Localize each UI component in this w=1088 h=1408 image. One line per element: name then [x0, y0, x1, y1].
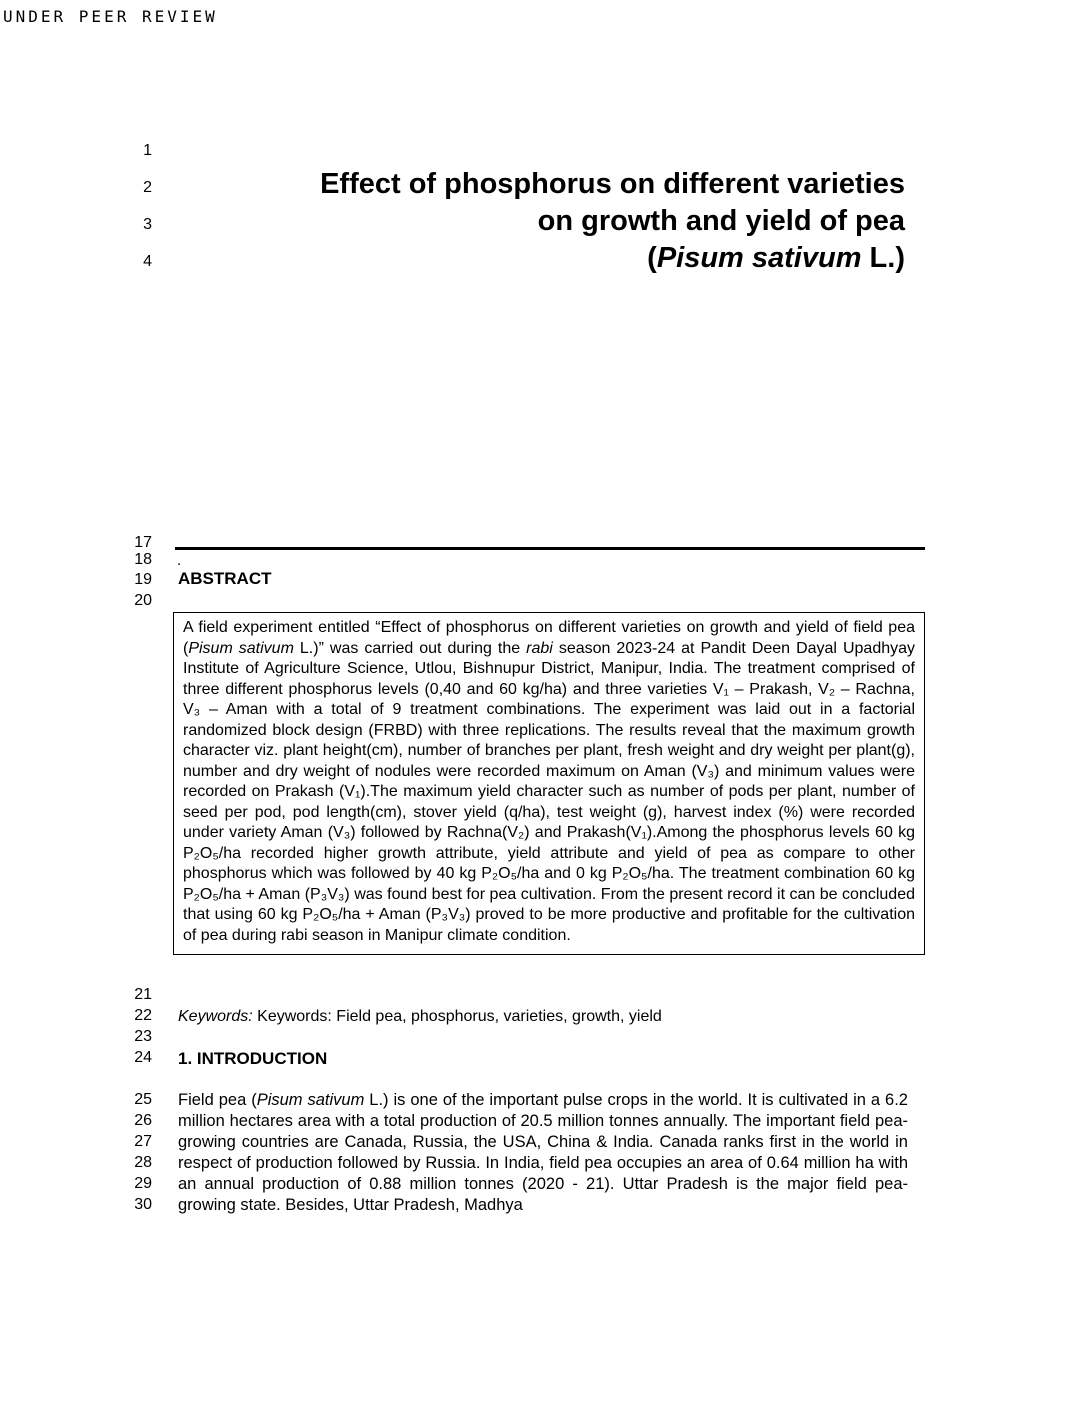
paper-title-line-2: on growth and yield of pea	[537, 205, 905, 237]
introduction-paragraph	[178, 1090, 908, 1216]
section-divider-rule	[175, 547, 925, 550]
line-number: 24	[134, 1049, 152, 1066]
stray-period: .	[177, 552, 182, 569]
line-number: 18	[134, 551, 152, 568]
italic-text-segment: Pisum sativum	[256, 1091, 365, 1109]
italic-text-segment: Keywords:	[178, 1008, 253, 1025]
line-number: 29	[134, 1175, 152, 1192]
introduction-heading: 1. INTRODUCTION	[178, 1049, 328, 1068]
italic-text-segment: Pisum sativum	[188, 639, 294, 657]
line-number: 4	[143, 253, 152, 270]
text-segment: L.)	[861, 242, 905, 274]
paper-title	[178, 166, 905, 277]
italic-text-segment: Pisum sativum	[656, 242, 862, 274]
text-segment: A field experiment entitled “Effect of phosphorus on different varieties on growth and yield of field pea (	[183, 619, 915, 657]
line-number: 26	[134, 1112, 152, 1129]
line-number: 17	[134, 534, 152, 551]
abstract-heading: ABSTRACT	[178, 569, 272, 588]
paper-title-line-3	[178, 240, 905, 277]
text-segment: Field pea (	[178, 1091, 257, 1109]
line-number: 2	[143, 179, 152, 196]
abstract-box	[173, 612, 925, 955]
line-number: 19	[134, 571, 152, 588]
line-number: 23	[134, 1028, 152, 1045]
abstract-text	[183, 618, 915, 946]
paper-title-line-1: Effect of phosphorus on different varieties	[320, 168, 905, 200]
keywords-line	[178, 1008, 908, 1026]
line-number: 1	[143, 142, 152, 159]
line-number: 27	[134, 1133, 152, 1150]
line-number: 20	[134, 592, 152, 609]
line-number: 3	[143, 216, 152, 233]
line-number: 28	[134, 1154, 152, 1171]
line-number: 21	[134, 986, 152, 1003]
italic-text-segment: rabi	[526, 639, 553, 657]
text-segment: Keywords: Field pea, phosphorus, varieties, growth, yield	[252, 1008, 662, 1025]
line-number: 22	[134, 1007, 152, 1024]
text-segment: (	[647, 242, 657, 274]
text-segment: season 2023-24 at Pandit Deen Dayal Upadhyay Institute of Agriculture Science, Utlou, Bishnupur District, Manipur, India. The treatment comprised of three different phosphorus levels (0,40 and 60 kg/ha) and three varieties V₁ – Prakash, V₂ – Rachna, V₃ – Aman with a total of 9 treatment combinations. The experiment was laid out in a factorial randomized block design (FRBD) with three replications. The results reveal that the maximum growth character viz. plant height(cm), number of branches per plant, fresh weight and dry weight per plant(g), number and dry weight of nodules were recorded maximum on Aman (V₃) and minimum values were recorded on Prakash (V₁).The maximum yield character such as number of pods per plant, number of seed per pod, pod length(cm), stover yield (q/ha), test weight (g), harvest index (%) were recorded under variety Aman (V₃) followed by Rachna(V₂) and Prakash(V₁).Among the phosphorus levels 60 kg P₂O₅/ha recorded higher growth attribute, yield attribute and yield of pea as compare to other phosphorus which was followed by 40 kg P₂O₅/ha and 0 kg P₂O₅/ha. The treatment combination 60 kg P₂O₅/ha + Aman (P₃V₃) was found best for pea cultivation. From the present record it can be concluded that using 60 kg P₂O₅/ha + Aman (P₃V₃) proved to be more productive and profitable for the cultivation of pea during rabi season in Manipur climate condition.	[183, 639, 916, 944]
peer-review-watermark: UNDER PEER REVIEW	[3, 7, 218, 26]
line-number: 25	[134, 1091, 152, 1108]
text-segment: L.) is one of the important pulse crops in the world. It is cultivated in a 6.2 million hectares area with a total production of 20.5 million tonnes annually. The important field pea-growing countries are Canada, Russia, the USA, China & India. Canada ranks first in the world in respect of production followed by Russia. In India, field pea occupies an area of 0.64 million ha with an annual production of 0.88 million tonnes (2020 - 21). Uttar Pradesh is the major field pea-growing state. Besides, Uttar Pradesh, Madhya	[178, 1091, 908, 1214]
line-number: 30	[134, 1196, 152, 1213]
text-segment: L.)” was carried out during the	[293, 639, 527, 657]
